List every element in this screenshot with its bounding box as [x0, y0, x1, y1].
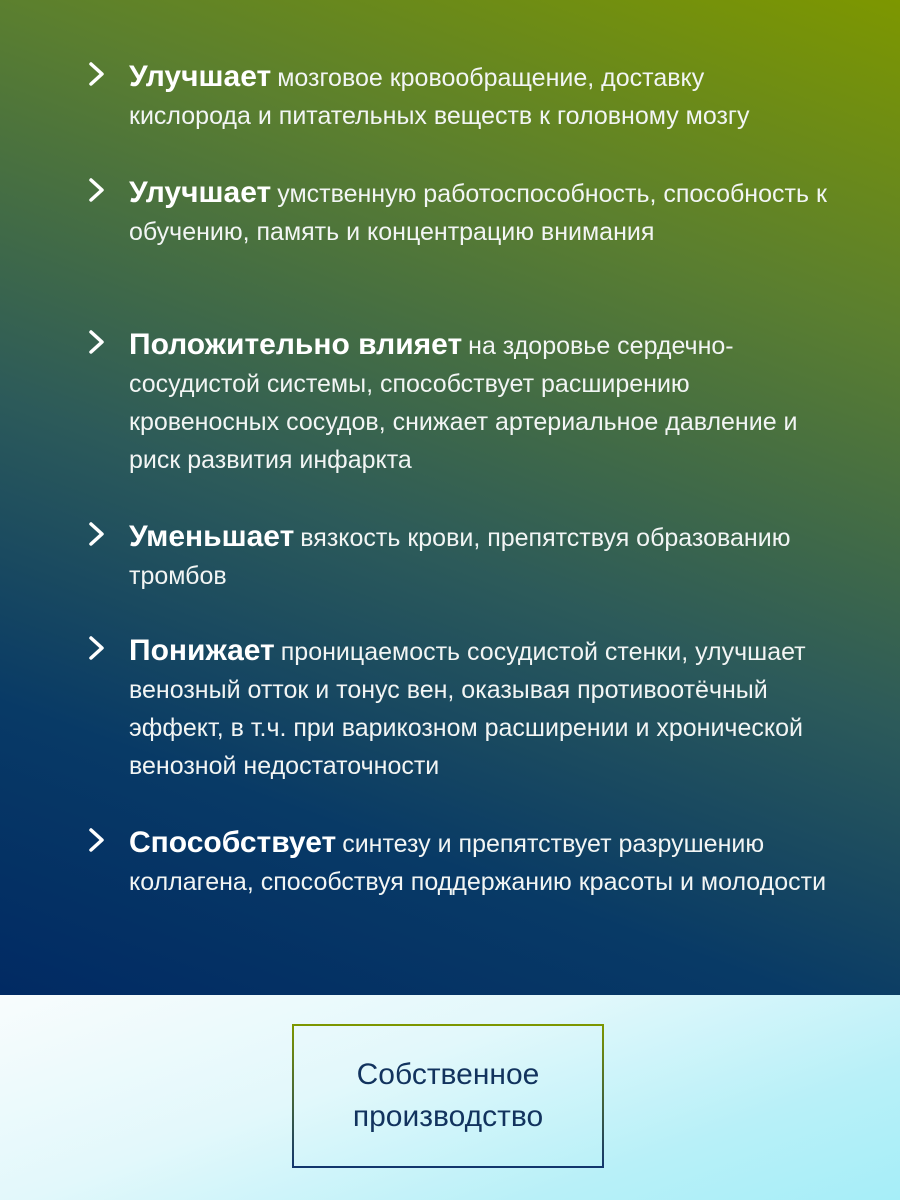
benefit-text: [129, 824, 828, 901]
benefit-text: [129, 326, 828, 479]
benefit-item: [88, 632, 828, 785]
benefit-lead: Уменьшает: [129, 520, 295, 553]
benefit-description: синтезу и препятствует разрушению коллагена, способствуя поддержанию красоты и молодости: [129, 830, 827, 896]
benefit-lead: Улучшает: [129, 60, 272, 93]
benefit-item: [88, 824, 828, 901]
benefit-text: [129, 518, 828, 595]
benefit-description: мозговое кровообращение, доставку кислорода и питательных веществ к головному мозгу: [129, 64, 750, 130]
benefit-item: [88, 326, 828, 479]
own-production-badge: [292, 1024, 604, 1168]
chevron-right-icon: [88, 176, 106, 204]
benefit-text: [129, 174, 828, 251]
benefit-lead: Способствует: [129, 826, 337, 859]
chevron-right-icon: [88, 60, 106, 88]
benefit-description: умственную работоспособность, способность к обучению, память и концентрацию внимания: [129, 180, 827, 246]
benefit-text: [129, 58, 828, 135]
benefit-item: [88, 58, 828, 135]
benefit-description: проницаемость сосудистой стенки, улучшает венозный отток и тонус вен, оказывая противоотёчный эффект, в т.ч. при варикозном расширении и хронической венозной недостаточности: [129, 638, 806, 780]
benefit-item: [88, 174, 828, 251]
chevron-right-icon: [88, 328, 106, 356]
benefit-description: вязкость крови, препятствуя образованию тромбов: [129, 524, 791, 590]
benefit-lead: Положительно влияет: [129, 328, 463, 361]
chevron-right-icon: [88, 826, 106, 854]
benefit-text: [129, 632, 828, 785]
benefit-lead: Понижает: [129, 634, 275, 667]
badge-text: Собственное производство: [352, 1058, 544, 1133]
benefit-lead: Улучшает: [129, 176, 272, 209]
chevron-right-icon: [88, 634, 106, 662]
benefit-item: [88, 518, 828, 595]
benefit-description: на здоровье сердечно-сосудистой системы, способствует расширению кровеносных сосудов, снижает артериальное давление и риск развития инфаркта: [129, 332, 798, 474]
chevron-right-icon: [88, 520, 106, 548]
